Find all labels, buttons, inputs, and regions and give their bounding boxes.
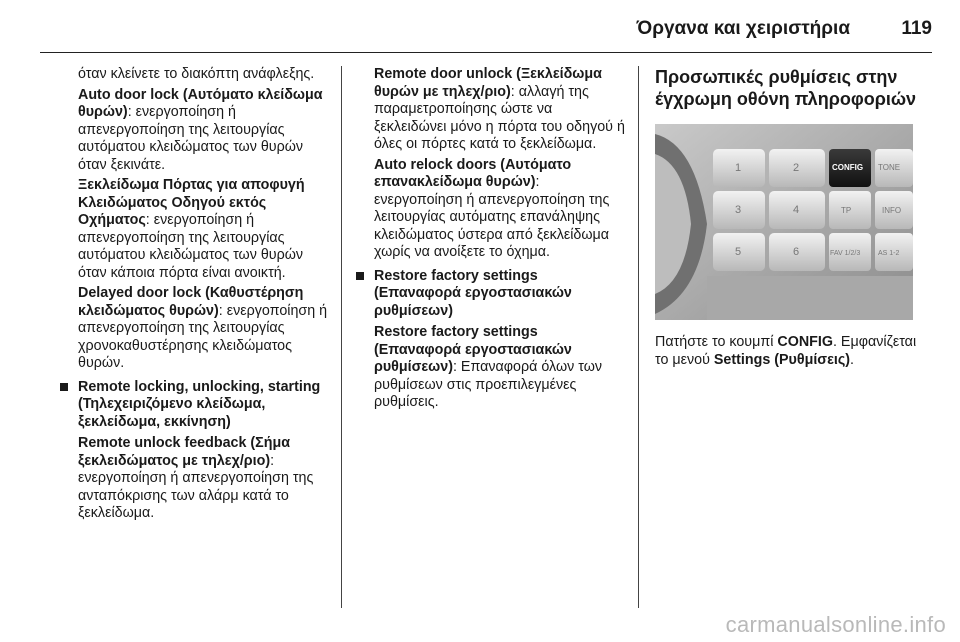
bullet-restore-factory [356, 268, 628, 321]
setting-term: Remote door unlock (Ξεκλείδωμα θυρών με τηλεχ/ριο) [374, 66, 602, 100]
column-3 [655, 66, 925, 372]
key-4-label: 4 [793, 204, 800, 216]
setting-desc: : Επαναφορά όλων των ρυθμίσεων στις προεπιλεγμένες ρυθμίσεις. [374, 359, 603, 410]
setting-term: Restore factory settings (Επαναφορά εργοστασιακών ρυθμίσεων) [374, 324, 572, 375]
column-1 [78, 66, 333, 526]
photo-lower-band [707, 276, 913, 320]
key-tone-label: TONE [878, 163, 901, 172]
key-as-label: AS 1-2 [878, 250, 900, 257]
header-title: Όργανα και χειριστήρια [636, 18, 850, 39]
bullet-label: Restore factory settings (Επαναφορά εργοστασιακών ρυθμίσεων) [374, 267, 572, 319]
setting-term: Ξεκλείδωμα Πόρτας για αποφυγή Κλειδώματος Οδηγού εκτός Οχήματος [78, 177, 305, 228]
key-3-label: 3 [735, 204, 742, 216]
bullet-remote-locking [60, 379, 333, 432]
setting-delayed-door-lock [78, 285, 333, 373]
setting-term: Delayed door lock (Καθυστέρηση κλειδώματος θυρών) [78, 285, 304, 319]
section-heading: Προσωπικές ρυθμίσεις στην έγχρωμη οθόνη πληροφοριών [655, 67, 917, 109]
photo-caption [655, 334, 925, 369]
setting-remote-door-unlock [374, 66, 628, 154]
setting-desc: : ενεργοποίηση ή απενεργοποίηση της λειτουργίας αυτόματου κλειδώματος των θυρών όταν κάποια πόρτα είναι ανοικτή. [78, 212, 304, 281]
key-2-label: 2 [793, 162, 800, 174]
caption-config: CONFIG [777, 334, 833, 350]
caption-text: . [850, 351, 855, 368]
header-rule [40, 52, 932, 53]
setting-term: Auto door lock (Αυτόματο κλείδωμα θυρών) [78, 86, 323, 120]
key-5-label: 5 [735, 246, 742, 258]
preset-keys [713, 149, 913, 271]
setting-desc: : αλλαγή της παραμετροποίησης ώστε να ξεκλειδώνει μόνο η πόρτα του οδηγού ή όλες οι πόρτες κατά το ξεκλείδωμα. [374, 83, 625, 152]
setting-remote-unlock-feedback [78, 435, 333, 523]
setting-auto-door-lock [78, 87, 333, 175]
key-tp-label: TP [841, 206, 852, 215]
key-config-label: CONFIG [832, 163, 864, 172]
setting-desc: : ενεργοποίηση ή απενεργοποίηση της λειτουργίας αυτόματης επανάληψης κλειδώματος ύστερα από ξεκλείδωμα χωρίς να ανοίξετε το όχημα. [374, 174, 610, 260]
setting-term: Auto relock doors (Αυτόματο επανακλείδωμα θυρών) [374, 156, 572, 190]
key-1-label: 1 [735, 162, 742, 174]
setting-auto-relock [374, 157, 628, 262]
caption-text: . Εμφανίζεται το μενού [655, 334, 917, 368]
paragraph: όταν κλείνετε το διακόπτη ανάφλεξης. [78, 66, 315, 82]
setting-desc: : ενεργοποίηση ή απενεργοποίηση της λειτουργίας χρονοκαθυστέρησης κλειδώματος θυρών. [78, 302, 328, 371]
column-divider [638, 66, 639, 608]
key-fav-label: FAV 1/2/3 [830, 250, 861, 257]
setting-desc: : ενεργοποίηση ή απενεργοποίηση της ανταπόκρισης των αλάρμ κατά το ξεκλείδωμα. [78, 452, 314, 521]
setting-term: Remote unlock feedback (Σήμα ξεκλειδώματος με τηλεχ/ριο) [78, 435, 291, 469]
setting-driver-unlock [78, 177, 333, 282]
watermark: carmanualsonline.info [725, 612, 946, 637]
caption-settings: Settings (Ρυθμίσεις) [713, 351, 851, 368]
config-button-photo [655, 124, 913, 320]
column-2 [374, 66, 628, 415]
page-number: 119 [901, 18, 932, 39]
caption-text: Πατήστε το κουμπί [655, 334, 778, 350]
setting-restore-factory [374, 324, 628, 412]
column-divider [341, 66, 342, 608]
key-info-label: INFO [882, 206, 902, 215]
key-6-label: 6 [793, 246, 800, 258]
setting-desc: : ενεργοποίηση ή απενεργοποίηση της λειτουργίας αυτόματου κλειδώματος των θυρών όταν ξεκινάτε. [78, 104, 304, 173]
bullet-label: Remote locking, unlocking, starting (Τηλεχειριζόμενο κλείδωμα, ξεκλείδωμα, εκκίνηση) [78, 378, 321, 430]
